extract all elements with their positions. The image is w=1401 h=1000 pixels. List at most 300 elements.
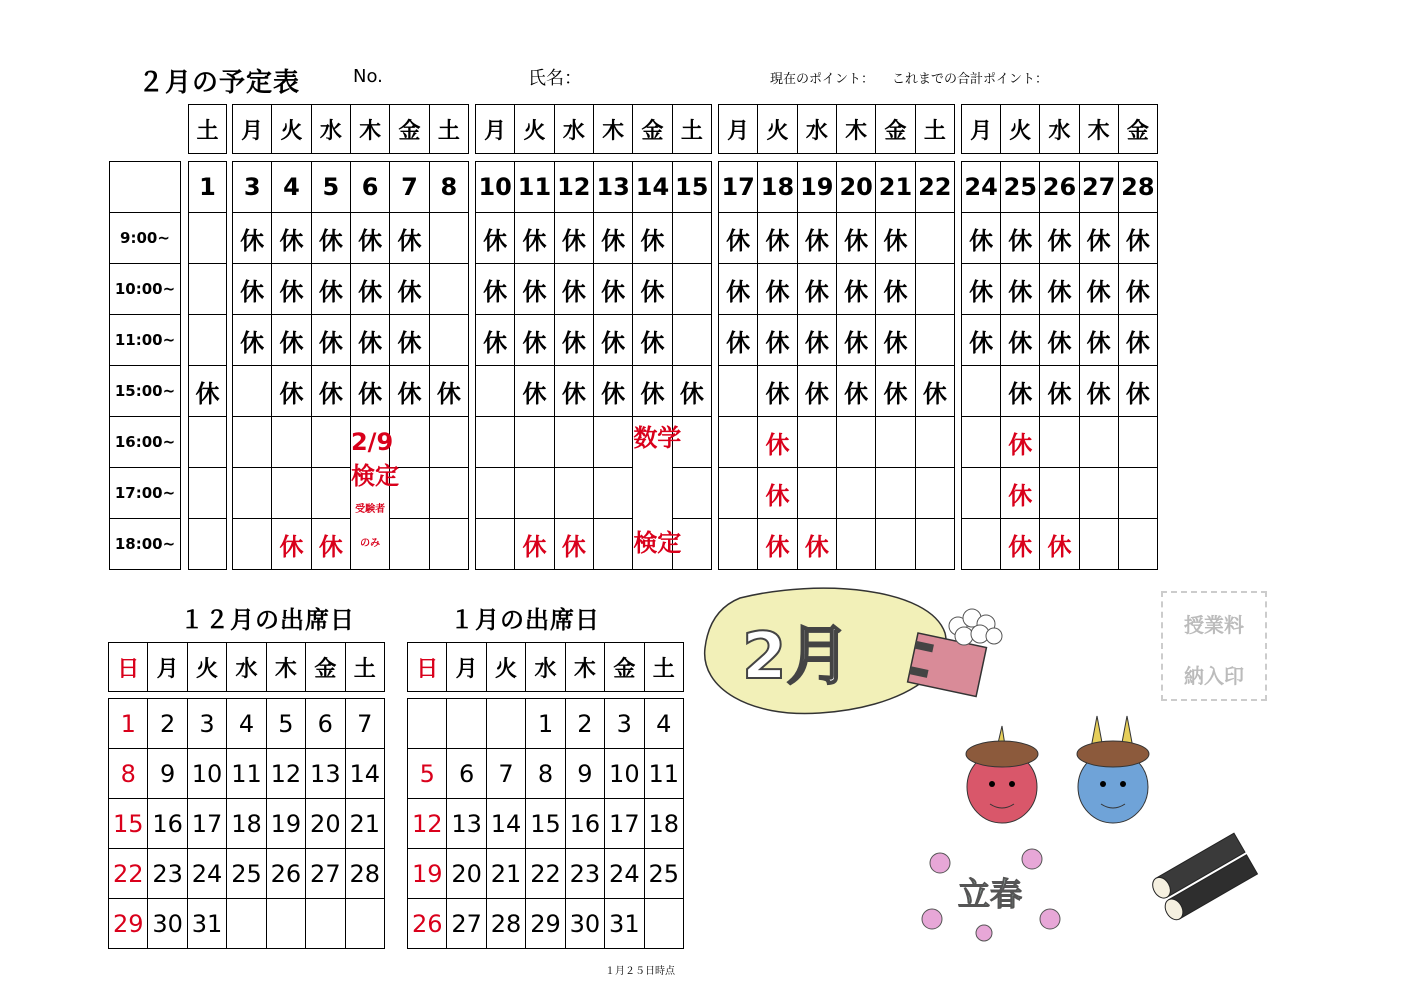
slot-cell [1079, 468, 1118, 519]
calendar-cell: 8 [109, 749, 148, 799]
weekday-cell: 木 [593, 105, 632, 154]
date-cell: 3 [233, 162, 272, 213]
calendar-cell: 2 [148, 699, 187, 749]
closed-cell: 休 [311, 213, 350, 264]
closed-cell: 休 [1001, 468, 1040, 519]
date-cell: 8 [429, 162, 468, 213]
closed-cell: 休 [1001, 417, 1040, 468]
closed-cell: 休 [554, 264, 593, 315]
calendar-cell: 29 [109, 899, 148, 949]
calendar-cell: 17 [605, 799, 644, 849]
stamp-line: 授業料 [1184, 613, 1244, 637]
slot-cell [476, 519, 515, 570]
closed-cell: 休 [272, 264, 311, 315]
weekday-cell: 水 [797, 105, 836, 154]
slot-cell [719, 519, 758, 570]
time-corner-cell [110, 162, 181, 213]
weekday-cell: 土 [429, 105, 468, 154]
calendar-cell: 13 [306, 749, 345, 799]
closed-cell: 休 [593, 264, 632, 315]
slot-cell [593, 519, 632, 570]
calendar-cell: 14 [486, 799, 525, 849]
time-label: 10:00~ [110, 264, 181, 315]
slot-cell [189, 468, 227, 519]
closed-cell: 休 [797, 519, 836, 570]
closed-cell: 休 [515, 366, 554, 417]
calendar-cell: 28 [486, 899, 525, 949]
calendar-cell: 10 [605, 749, 644, 799]
weekday-cell: 日 [109, 643, 148, 692]
slot-cell [836, 417, 875, 468]
date-cell: 19 [797, 162, 836, 213]
slot-cell [429, 213, 468, 264]
weekday-cell: 日 [408, 643, 447, 692]
time-label: 9:00~ [110, 213, 181, 264]
slot-cell [962, 519, 1001, 570]
closed-cell: 休 [719, 264, 758, 315]
calendar-cell: 28 [345, 849, 384, 899]
calendar-cell: 7 [486, 749, 525, 799]
time-label: 18:00~ [110, 519, 181, 570]
calendar-cell: 18 [227, 799, 266, 849]
slot-cell [429, 264, 468, 315]
date-cell: 12 [554, 162, 593, 213]
slot-cell [672, 468, 711, 519]
schedule-week [188, 161, 227, 570]
slot-cell [554, 468, 593, 519]
calendar-cell: 11 [644, 749, 683, 799]
weekday-cell: 火 [486, 643, 525, 692]
weekday-cell: 月 [719, 105, 758, 154]
slot-cell [429, 315, 468, 366]
weekday-cell: 木 [565, 643, 604, 692]
closed-cell: 休 [350, 264, 389, 315]
closed-cell: 休 [758, 417, 797, 468]
closed-cell: 休 [633, 213, 672, 264]
weekday-cell: 火 [1001, 105, 1040, 154]
weekday-cell: 水 [554, 105, 593, 154]
calendar-cell: 22 [109, 849, 148, 899]
date-cell: 11 [515, 162, 554, 213]
calendar-cell: 17 [187, 799, 226, 849]
weekday-header [475, 104, 712, 154]
closed-cell: 休 [633, 315, 672, 366]
slot-cell [233, 417, 272, 468]
risshun-text: 立春 [958, 875, 1023, 913]
time-column [109, 161, 181, 570]
closed-cell: 休 [1118, 213, 1157, 264]
schedule-week [232, 161, 469, 570]
date-cell: 1 [189, 162, 227, 213]
closed-cell: 休 [633, 264, 672, 315]
closed-cell: 休 [390, 264, 429, 315]
slot-cell [390, 417, 429, 468]
calendar-cell: 31 [605, 899, 644, 949]
calendar-cell [345, 899, 384, 949]
oni-illustration [960, 712, 1160, 832]
weekday-cell: 木 [1079, 105, 1118, 154]
closed-cell: 休 [797, 264, 836, 315]
calendar-cell [486, 699, 525, 749]
weekday-cell: 木 [836, 105, 875, 154]
closed-cell: 休 [515, 213, 554, 264]
slot-cell [836, 519, 875, 570]
slot-cell [797, 417, 836, 468]
closed-cell: 休 [272, 213, 311, 264]
closed-cell: 休 [233, 315, 272, 366]
risshun-illustration [910, 845, 1070, 945]
date-cell: 5 [311, 162, 350, 213]
slot-cell [189, 315, 227, 366]
closed-cell: 休 [350, 315, 389, 366]
weekday-cell: 土 [672, 105, 711, 154]
calendar-cell: 7 [345, 699, 384, 749]
slot-cell [272, 468, 311, 519]
weekday-cell: 木 [266, 643, 305, 692]
closed-cell: 休 [311, 315, 350, 366]
slot-cell [672, 315, 711, 366]
calendar-cell: 16 [148, 799, 187, 849]
slot-cell [915, 213, 954, 264]
time-label: 17:00~ [110, 468, 181, 519]
closed-cell: 休 [1001, 315, 1040, 366]
closed-cell: 休 [719, 213, 758, 264]
weekday-header [718, 104, 955, 154]
closed-cell: 休 [1079, 366, 1118, 417]
date-cell: 21 [876, 162, 915, 213]
closed-cell: 休 [1079, 264, 1118, 315]
slot-cell [515, 468, 554, 519]
closed-cell: 休 [476, 264, 515, 315]
slot-cell [429, 519, 468, 570]
closed-cell: 休 [633, 366, 672, 417]
slot-cell [233, 468, 272, 519]
closed-cell: 休 [350, 213, 389, 264]
calendar-cell: 3 [605, 699, 644, 749]
ehomaki-icon [1140, 828, 1270, 918]
month-badge-text: 2月 [742, 620, 851, 694]
number-label: No. [353, 66, 383, 87]
date-cell: 7 [390, 162, 429, 213]
date-cell: 4 [272, 162, 311, 213]
calendar-cell: 25 [644, 849, 683, 899]
closed-cell: 休 [554, 315, 593, 366]
december-calendar [108, 698, 385, 949]
calendar-cell: 19 [266, 799, 305, 849]
calendar-cell: 29 [526, 899, 565, 949]
date-cell: 14 [633, 162, 672, 213]
calendar-cell [408, 699, 447, 749]
closed-cell: 休 [233, 264, 272, 315]
slot-cell [233, 519, 272, 570]
calendar-cell: 31 [187, 899, 226, 949]
closed-cell: 休 [1040, 315, 1079, 366]
closed-cell: 休 [390, 366, 429, 417]
weekday-cell: 土 [345, 643, 384, 692]
closed-cell: 休 [272, 366, 311, 417]
name-label: 氏名： [528, 68, 582, 89]
calendar-cell: 15 [109, 799, 148, 849]
schedule-week [718, 161, 955, 570]
slot-cell [915, 468, 954, 519]
slot-cell [672, 213, 711, 264]
closed-cell: 休 [390, 213, 429, 264]
closed-cell: 休 [758, 519, 797, 570]
slot-cell [962, 366, 1001, 417]
date-cell: 25 [1001, 162, 1040, 213]
calendar-cell: 27 [306, 849, 345, 899]
closed-cell: 休 [758, 366, 797, 417]
total-points-label: これまでの合計ポイント： [892, 72, 1049, 87]
slot-cell [429, 468, 468, 519]
closed-cell: 休 [1001, 366, 1040, 417]
slot-cell [1118, 417, 1157, 468]
weekday-cell: 火 [758, 105, 797, 154]
weekday-cell: 金 [1118, 105, 1157, 154]
calendar-cell: 21 [345, 799, 384, 849]
december-title: １２月の出席日 [180, 606, 355, 634]
closed-cell: 休 [876, 315, 915, 366]
weekday-cell: 火 [515, 105, 554, 154]
weekday-cell: 水 [227, 643, 266, 692]
december-weekday-header [108, 642, 385, 692]
slot-cell [189, 264, 227, 315]
weekday-header [232, 104, 469, 154]
calendar-cell [306, 899, 345, 949]
closed-cell: 休 [719, 315, 758, 366]
closed-cell: 休 [758, 315, 797, 366]
date-cell: 15 [672, 162, 711, 213]
closed-cell: 休 [554, 519, 593, 570]
weekday-cell: 水 [526, 643, 565, 692]
weekday-cell: 土 [915, 105, 954, 154]
calendar-cell: 14 [345, 749, 384, 799]
calendar-cell: 13 [447, 799, 486, 849]
slot-cell [876, 417, 915, 468]
weekday-cell: 金 [605, 643, 644, 692]
weekday-header [188, 104, 227, 154]
closed-cell: 休 [515, 264, 554, 315]
slot-cell [593, 417, 632, 468]
date-cell: 20 [836, 162, 875, 213]
calendar-cell: 20 [306, 799, 345, 849]
time-label: 15:00~ [110, 366, 181, 417]
calendar-cell: 6 [447, 749, 486, 799]
closed-cell: 休 [962, 264, 1001, 315]
slot-cell [915, 264, 954, 315]
closed-cell: 休 [593, 213, 632, 264]
closed-cell: 休 [962, 315, 1001, 366]
weekday-cell: 土 [644, 643, 683, 692]
date-cell: 24 [962, 162, 1001, 213]
slot-cell [1040, 468, 1079, 519]
slot-cell [719, 417, 758, 468]
closed-cell: 休 [515, 519, 554, 570]
slot-cell [189, 519, 227, 570]
closed-cell: 休 [876, 213, 915, 264]
closed-cell: 休 [311, 519, 350, 570]
calendar-cell: 20 [447, 849, 486, 899]
calendar-cell: 26 [266, 849, 305, 899]
closed-cell: 休 [1001, 213, 1040, 264]
weekday-cell: 土 [189, 105, 227, 154]
calendar-cell: 21 [486, 849, 525, 899]
weekday-cell: 月 [476, 105, 515, 154]
closed-cell: 休 [1040, 519, 1079, 570]
slot-cell [719, 468, 758, 519]
slot-cell [1079, 519, 1118, 570]
calendar-cell: 11 [227, 749, 266, 799]
date-cell: 18 [758, 162, 797, 213]
calendar-cell: 12 [266, 749, 305, 799]
weekday-cell: 火 [187, 643, 226, 692]
date-cell: 6 [350, 162, 389, 213]
closed-cell: 休 [1118, 366, 1157, 417]
slot-cell [876, 519, 915, 570]
date-cell: 17 [719, 162, 758, 213]
weekday-cell: 金 [306, 643, 345, 692]
closed-cell: 休 [1079, 315, 1118, 366]
weekday-cell: 金 [390, 105, 429, 154]
date-cell: 10 [476, 162, 515, 213]
calendar-cell: 1 [526, 699, 565, 749]
date-cell: 26 [1040, 162, 1079, 213]
calendar-cell: 30 [148, 899, 187, 949]
calendar-cell: 5 [266, 699, 305, 749]
january-weekday-header [407, 642, 684, 692]
closed-cell: 休 [758, 213, 797, 264]
closed-cell: 休 [836, 315, 875, 366]
slot-cell [476, 417, 515, 468]
date-cell: 13 [593, 162, 632, 213]
weekday-cell: 月 [962, 105, 1001, 154]
slot-cell [1079, 417, 1118, 468]
red-oni-icon [966, 726, 1038, 823]
slot-cell [233, 366, 272, 417]
slot-cell [593, 468, 632, 519]
slot-cell [272, 417, 311, 468]
calendar-cell: 6 [306, 699, 345, 749]
closed-cell: 休 [311, 264, 350, 315]
slot-cell [797, 468, 836, 519]
weekday-cell: 金 [876, 105, 915, 154]
closed-cell: 休 [836, 213, 875, 264]
calendar-cell: 4 [227, 699, 266, 749]
as-of-date: １月２５日時点 [605, 966, 675, 977]
calendar-cell [447, 699, 486, 749]
calendar-cell: 3 [187, 699, 226, 749]
closed-cell: 休 [233, 213, 272, 264]
closed-cell: 休 [554, 213, 593, 264]
closed-cell: 休 [1040, 264, 1079, 315]
closed-cell: 休 [593, 366, 632, 417]
slot-cell [962, 417, 1001, 468]
current-points-label: 現在のポイント： [770, 72, 875, 87]
closed-cell: 休 [836, 264, 875, 315]
calendar-cell [227, 899, 266, 949]
slot-cell [1118, 468, 1157, 519]
calendar-cell: 27 [447, 899, 486, 949]
closed-cell: 休 [1079, 213, 1118, 264]
closed-cell: 休 [593, 315, 632, 366]
calendar-cell: 24 [187, 849, 226, 899]
weekday-cell: 月 [447, 643, 486, 692]
closed-cell: 休 [836, 366, 875, 417]
calendar-cell: 9 [148, 749, 187, 799]
slot-cell [515, 417, 554, 468]
closed-cell: 休 [672, 366, 711, 417]
closed-cell: 休 [350, 366, 389, 417]
closed-cell: 休 [758, 468, 797, 519]
closed-cell: 休 [1040, 213, 1079, 264]
closed-cell: 休 [1040, 366, 1079, 417]
calendar-cell: 26 [408, 899, 447, 949]
calendar-cell [266, 899, 305, 949]
slot-cell [672, 264, 711, 315]
closed-cell: 休 [962, 213, 1001, 264]
closed-cell: 休 [476, 315, 515, 366]
calendar-cell: 19 [408, 849, 447, 899]
calendar-cell: 1 [109, 699, 148, 749]
slot-cell [836, 468, 875, 519]
slot-cell [1040, 417, 1079, 468]
slot-cell [962, 468, 1001, 519]
closed-cell: 休 [429, 366, 468, 417]
calendar-cell: 30 [565, 899, 604, 949]
calendar-cell: 22 [526, 849, 565, 899]
closed-cell: 休 [1001, 519, 1040, 570]
slot-cell [719, 366, 758, 417]
closed-cell: 休 [1001, 264, 1040, 315]
slot-cell [554, 417, 593, 468]
slot-cell [915, 417, 954, 468]
schedule-week [961, 161, 1158, 570]
schedule-week [475, 161, 712, 570]
calendar-cell: 12 [408, 799, 447, 849]
closed-cell: 休 [797, 213, 836, 264]
closed-cell: 休 [311, 366, 350, 417]
calendar-cell: 23 [148, 849, 187, 899]
time-label: 11:00~ [110, 315, 181, 366]
weekday-cell: 金 [633, 105, 672, 154]
calendar-cell: 2 [565, 699, 604, 749]
closed-cell: 休 [189, 366, 227, 417]
weekday-header [961, 104, 1158, 154]
closed-cell: 休 [1118, 315, 1157, 366]
page-title: ２月の予定表 [138, 68, 301, 98]
slot-cell [311, 417, 350, 468]
slot-cell [476, 468, 515, 519]
slot-cell [476, 366, 515, 417]
closed-cell: 休 [272, 315, 311, 366]
date-cell: 22 [915, 162, 954, 213]
tuition-stamp-box [1161, 591, 1267, 701]
month-badge-illustration [700, 578, 1020, 728]
exam-note: 2/9 検定 受験者 のみ [350, 417, 389, 570]
slot-cell [915, 315, 954, 366]
closed-cell: 休 [390, 315, 429, 366]
blue-oni-icon [1077, 716, 1149, 823]
calendar-cell: 15 [526, 799, 565, 849]
calendar-cell [644, 899, 683, 949]
date-cell: 27 [1079, 162, 1118, 213]
weekday-cell: 月 [148, 643, 187, 692]
january-calendar [407, 698, 684, 949]
closed-cell: 休 [554, 366, 593, 417]
closed-cell: 休 [915, 366, 954, 417]
calendar-cell: 23 [565, 849, 604, 899]
date-cell: 28 [1118, 162, 1157, 213]
